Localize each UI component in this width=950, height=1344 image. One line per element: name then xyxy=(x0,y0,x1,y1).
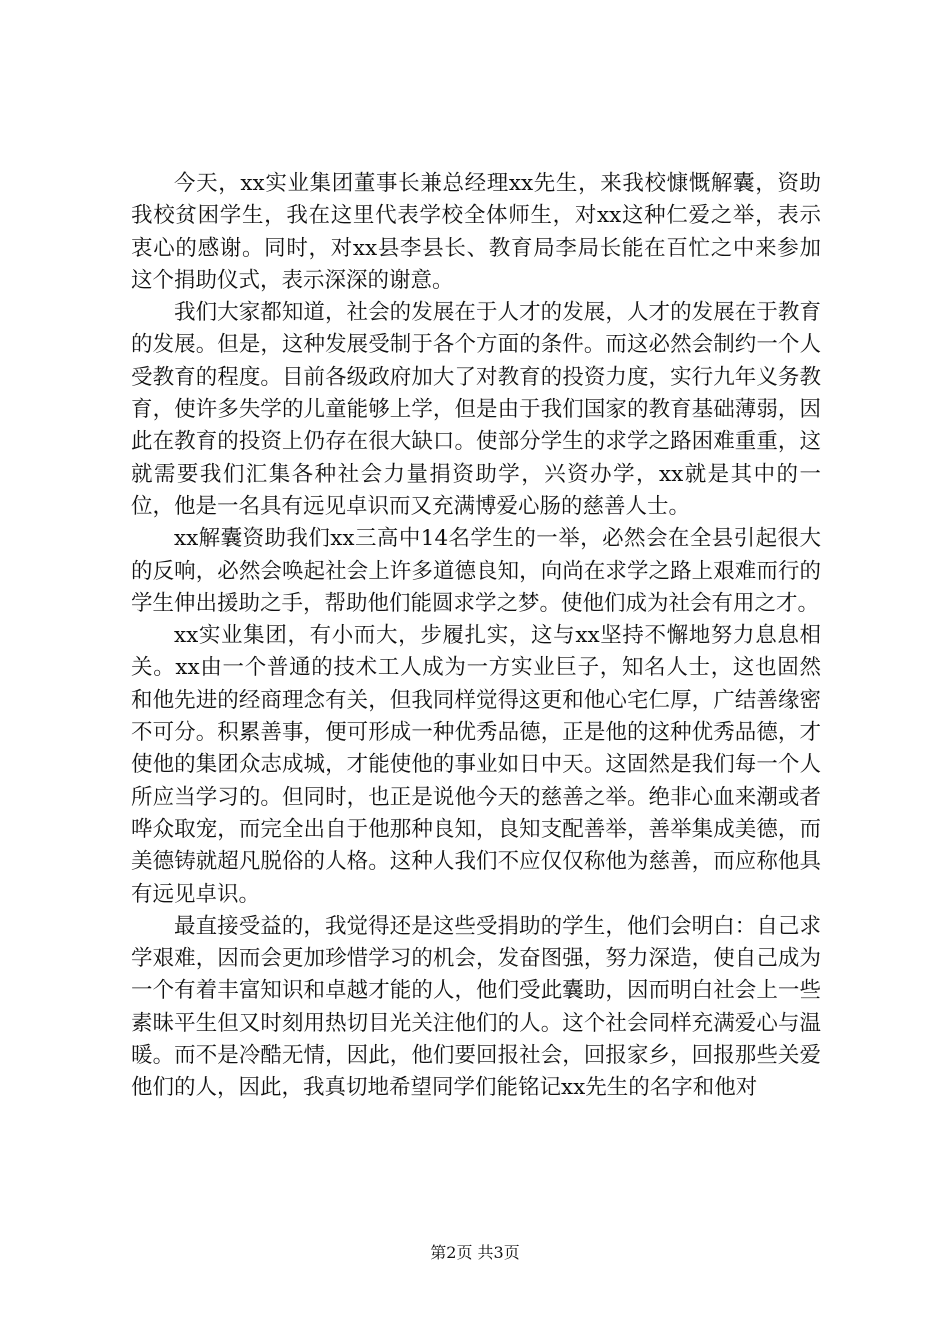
page-number-indicator: 第2页 共3页 xyxy=(430,1243,520,1262)
paragraph-4: xx实业集团，有小而大，步履扎实，这与xx坚持不懈地努力息息相关。xx由一个普通的技术工人成为一方实业巨子，知名人士，这也固然和他先进的经商理念有关，但我同样觉得这更和他心宅仁厚，广结善缘密不可分。积累善事，便可形成一种优秀品德，正是他的这种优秀品德，才使他的集团众志成城，才能使他的事业如日中天。这固然是我们每一个人所应当学习的。但同时，也正是说他今天的慈善之举。绝非心血来潮或者哗众取宠，而完全出自于他那种良知，良知支配善举，善举集成美德，而美德铸就超凡脱俗的人格。这种人我们不应仅仅称他为慈善，而应称他具有远见卓识。 xyxy=(131,623,821,907)
paragraph-2: 我们大家都知道，社会的发展在于人才的发展，人才的发展在于教育的发展。但是，这种发展受制于各个方面的条件。而这必然会制约一个人受教育的程度。目前各级政府加大了对教育的投资力度，实行九年义务教育，使许多失学的儿童能够上学，但是由于我们国家的教育基础薄弱，因此在教育的投资上仍存在很大缺口。使部分学生的求学之路困难重重，这就需要我们汇集各种社会力量捐资助学，兴资办学，xx就是其中的一位，他是一名具有远见卓识而又充满博爱心肠的慈善人士。 xyxy=(131,300,821,519)
document-body xyxy=(131,168,821,1105)
paragraph-1: 今天，xx实业集团董事长兼总经理xx先生，来我校慷慨解囊，资助我校贫困学生，我在这里代表学校全体师生，对xx这种仁爱之举，表示衷心的感谢。同时，对xx县李县长、教育局李局长能在百忙之中来参加这个捐助仪式，表示深深的谢意。 xyxy=(131,171,821,293)
paragraph-3: xx解囊资助我们xx三高中14名学生的一举，必然会在全县引起很大的反响，必然会唤起社会上许多道德良知，向尚在求学之路上艰难而行的学生伸出援助之手，帮助他们能圆求学之梦。使他们成为社会有用之才。 xyxy=(131,526,821,616)
paragraph-5: 最直接受益的，我觉得还是这些受捐助的学生，他们会明白：自己求学艰难，因而会更加珍惜学习的机会，发奋图强，努力深造，使自己成为一个有着丰富知识和卓越才能的人，他们受此囊助，因而明白社会上一些素昧平生但又时刻用热切目光关注他们的人。这个社会同样充满爱心与温暖。而不是冷酷无情，因此，他们要回报社会，回报家乡，回报那些关爱他们的人，因此，我真切地希望同学们能铭记xx先生的名字和他对 xyxy=(131,913,821,1101)
page-footer xyxy=(0,1243,950,1263)
